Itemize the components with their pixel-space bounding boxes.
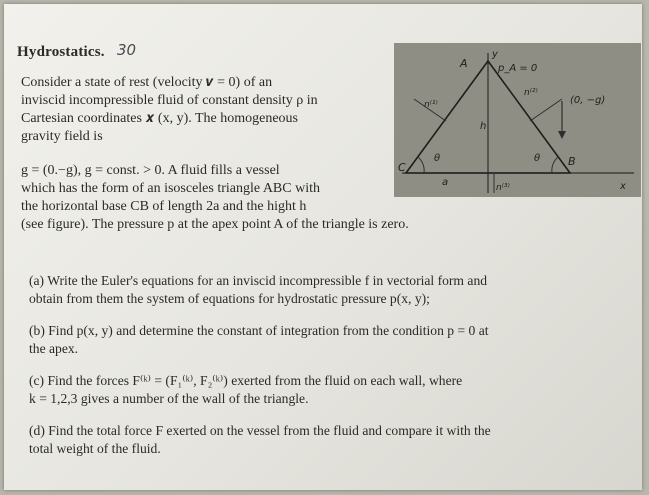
gravity-line: (see figure). The pressure p at the apex point A of the triangle is zero.: [21, 217, 409, 232]
question-b-line: (b) Find p(x, y) and determine the constant of integration from the condition p = 0 at: [29, 323, 489, 338]
question-c-line: k = 1,2,3 gives a number of the wall of the triangle.: [29, 391, 309, 406]
label-theta-right: θ: [534, 153, 541, 164]
gravity-arrow-head: [558, 131, 566, 139]
gravity-line: the horizontal base CB of length 2a and the hight h: [21, 199, 307, 214]
label-c-point: C: [398, 161, 406, 174]
label-pressure-apex: p_A = 0: [498, 63, 538, 74]
question-d-line: (d) Find the total force F exerted on the vessel from the fluid and compare it with the: [29, 423, 491, 438]
problem-title: Hydrostatics.: [17, 44, 105, 60]
label-normal-3: n⁽³⁾: [496, 183, 510, 193]
label-height: h: [480, 121, 487, 132]
normal-2-arrow: [530, 99, 562, 121]
triangle-diagram: [394, 43, 641, 197]
question-c-line: (c) Find the forces F⁽ᵏ⁾ = (F₁⁽ᵏ⁾, F₂⁽ᵏ⁾) exerted from the fluid on each wall, where: [29, 373, 463, 388]
question-a-line: obtain from them the system of equations for hydrostatic pressure p(x, y);: [29, 291, 430, 306]
handwritten-number: 30: [117, 41, 137, 59]
gravity-line: which has the form of an isosceles triangle ABC with: [21, 181, 320, 196]
label-normal-2: n⁽²⁾: [524, 88, 538, 98]
intro-line: Cartesian coordinates 𝒙 (x, y). The homogeneous: [21, 111, 299, 126]
label-b-point: B: [568, 155, 576, 168]
label-normal-1: n⁽¹⁾: [424, 100, 438, 110]
label-gravity-vector: (0, −g): [570, 95, 606, 106]
triangle-figure: [394, 43, 641, 197]
label-theta-left: θ: [434, 153, 441, 164]
document-sheet: [4, 4, 642, 490]
intro-line: gravity field is: [21, 129, 103, 144]
intro-line: inviscid incompressible fluid of constant density ρ in: [21, 93, 318, 108]
question-a-line: (a) Write the Euler's equations for an inviscid incompressible f in vectorial form and: [29, 273, 488, 288]
gravity-line: g = (0.−g), g = const. > 0. A fluid fills a vessel: [21, 163, 280, 178]
question-d-line: total weight of the fluid.: [29, 441, 161, 456]
question-b-line: the apex.: [29, 341, 79, 356]
intro-line: Consider a state of rest (velocity 𝒗 = 0) of an: [21, 75, 273, 90]
label-a-point: A: [460, 57, 468, 70]
label-y-axis: y: [492, 49, 498, 60]
angle-arc-c: [418, 157, 424, 173]
label-x-axis: x: [620, 181, 626, 192]
label-half-base: a: [442, 177, 449, 188]
angle-arc-b: [552, 157, 558, 173]
